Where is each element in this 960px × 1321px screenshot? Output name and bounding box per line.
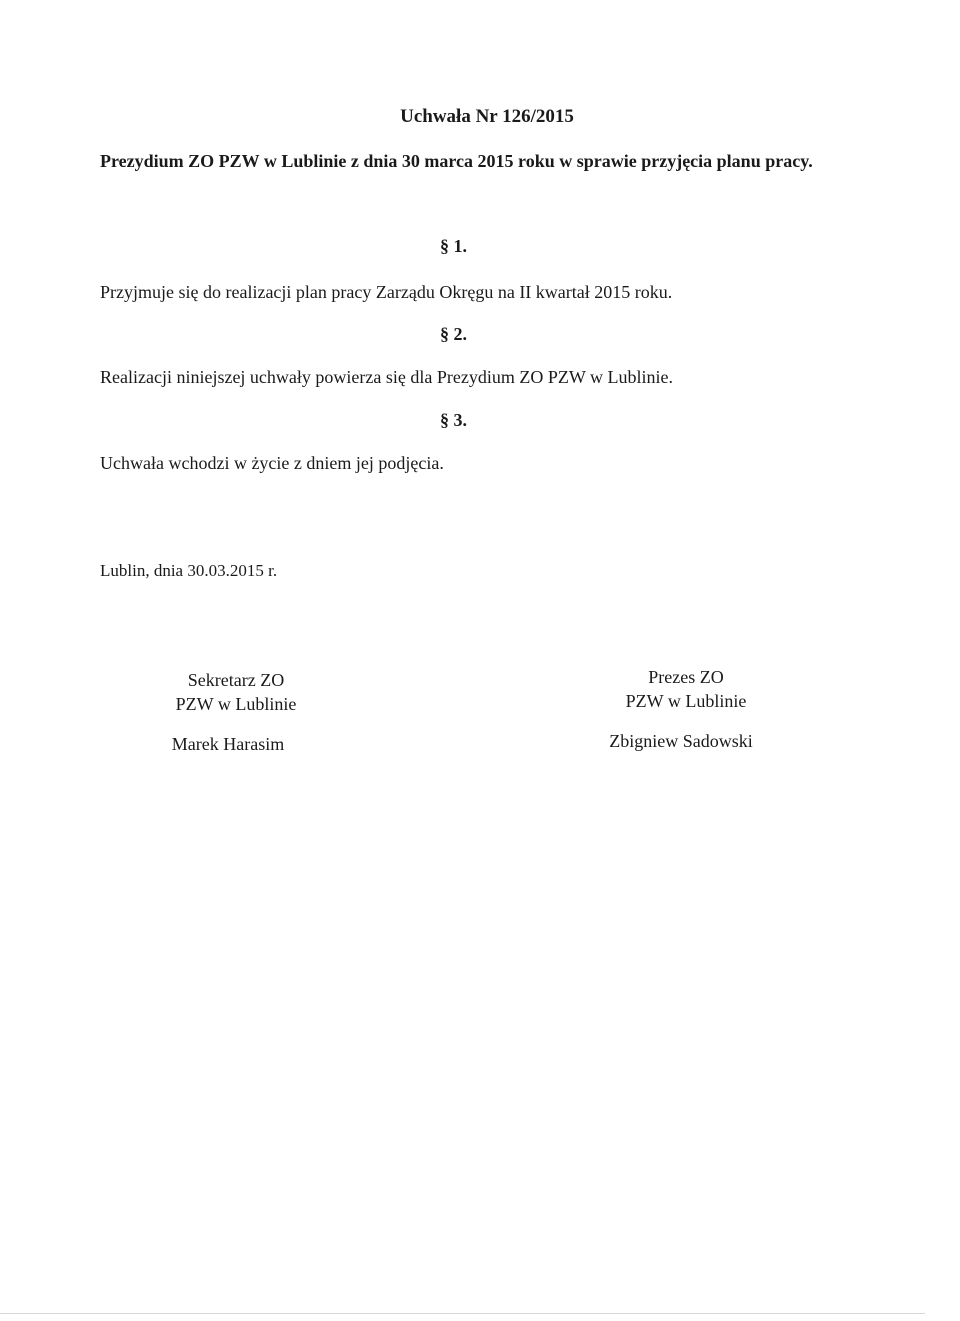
- president-role-line-2: PZW w Lublinie: [625, 691, 747, 711]
- signature-block-president: [571, 665, 801, 713]
- scan-edge-line: [0, 1313, 925, 1314]
- section-1-text: Przyjmuje się do realizacji plan pracy Zarządu Okręgu na II kwartał 2015 roku.: [100, 282, 673, 302]
- section-2-text: Realizacji niniejszej uchwały powierza się dla Prezydium ZO PZW w Lublinie.: [100, 367, 673, 387]
- resolution-subject: Prezydium ZO PZW w Lublinie z dnia 30 marca 2015 roku w sprawie przyjęcia planu pracy.: [100, 151, 813, 171]
- secretary-role-line-2: PZW w Lublinie: [175, 694, 297, 714]
- president-name: Zbigniew Sadowski: [609, 731, 753, 751]
- section-2-mark: § 2.: [440, 324, 467, 344]
- place-and-date: Lublin, dnia 30.03.2015 r.: [100, 561, 278, 580]
- resolution-title: Uchwała Nr 126/2015: [400, 106, 574, 127]
- signature-block-secretary: [126, 668, 346, 716]
- secretary-role-line-1: Sekretarz ZO: [187, 670, 285, 690]
- section-3-text: Uchwała wchodzi w życie z dniem jej podjęcia.: [100, 453, 444, 473]
- section-3-mark: § 3.: [440, 410, 467, 430]
- secretary-name: Marek Harasim: [171, 734, 285, 754]
- section-1-mark: § 1.: [440, 236, 467, 256]
- president-role-line-1: Prezes ZO: [648, 667, 724, 687]
